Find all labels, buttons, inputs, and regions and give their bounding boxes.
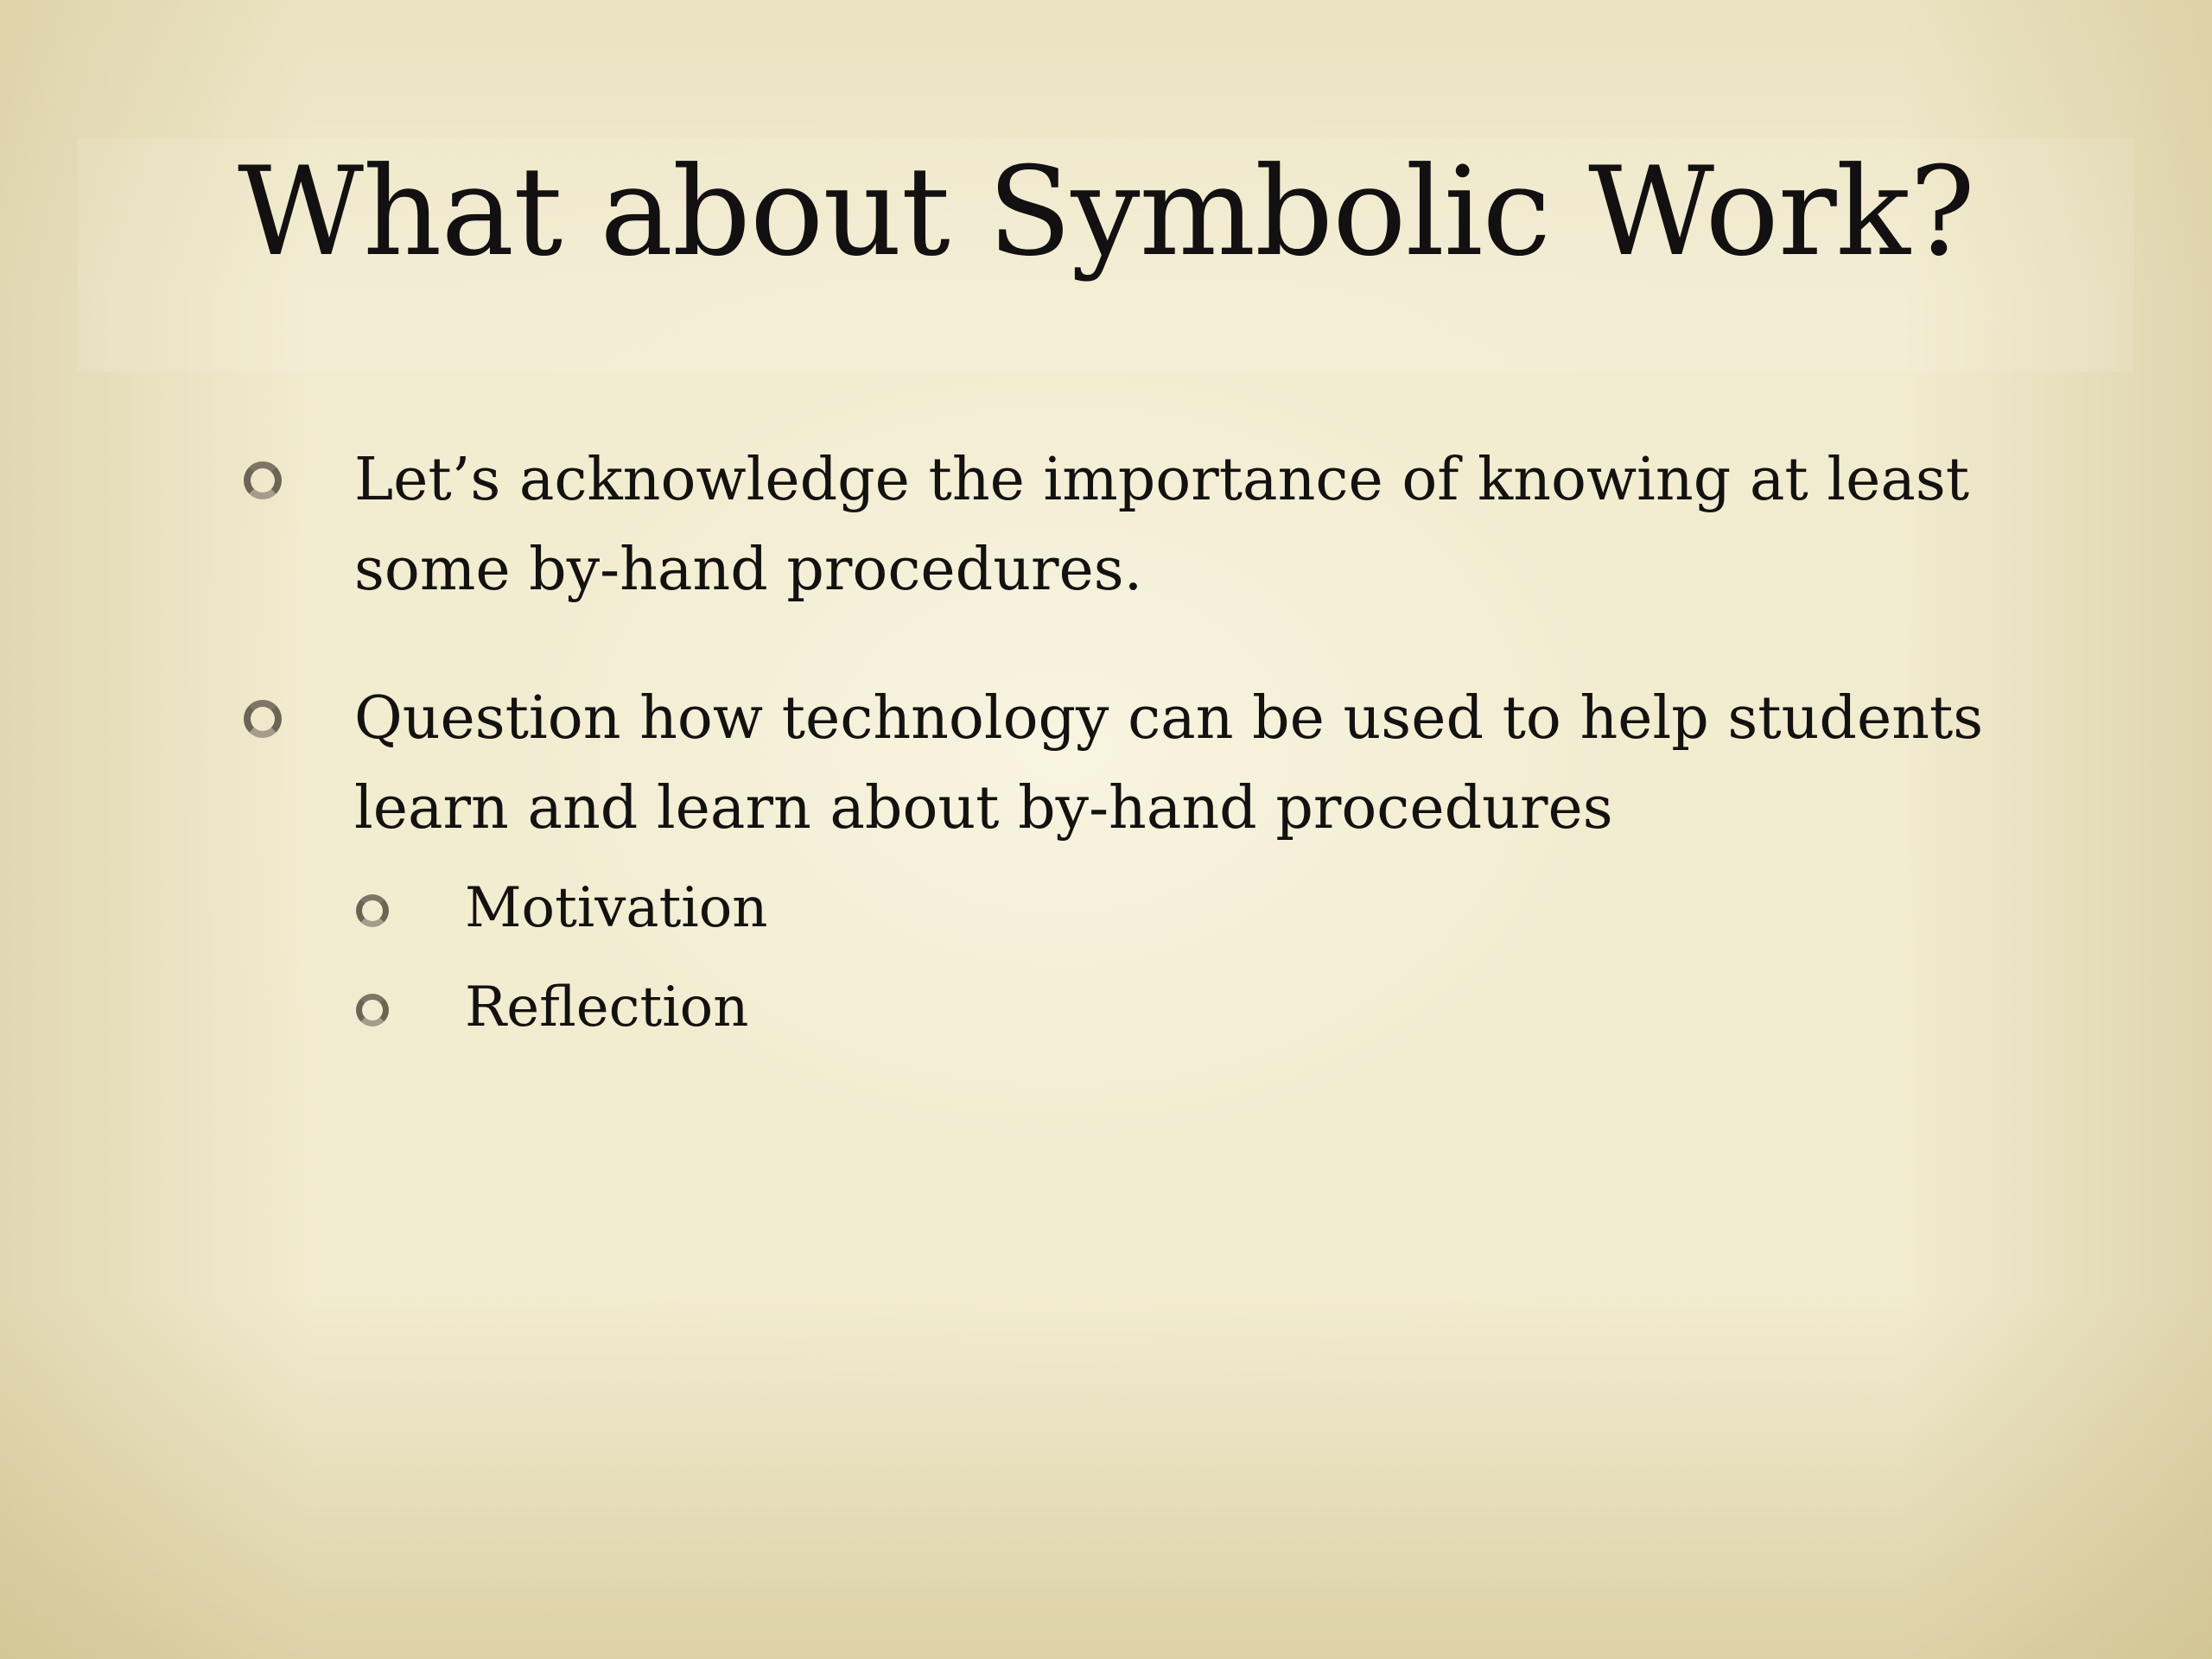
open-circle-icon [244, 461, 282, 499]
open-circle-icon [244, 700, 282, 738]
sub-bullet-text: Motivation [465, 876, 768, 940]
bullet-text: Question how technology can be used to help students learn and learn about by-hand procedures [354, 684, 1984, 842]
bullet-text: Let’s acknowledge the importance of knowing at least some by-hand procedures. [354, 446, 1970, 604]
open-circle-icon [356, 994, 389, 1027]
sub-bullet-text: Reflection [465, 976, 749, 1039]
slide-title: What about Symbolic Work? [238, 141, 1974, 283]
open-circle-icon [356, 894, 389, 927]
